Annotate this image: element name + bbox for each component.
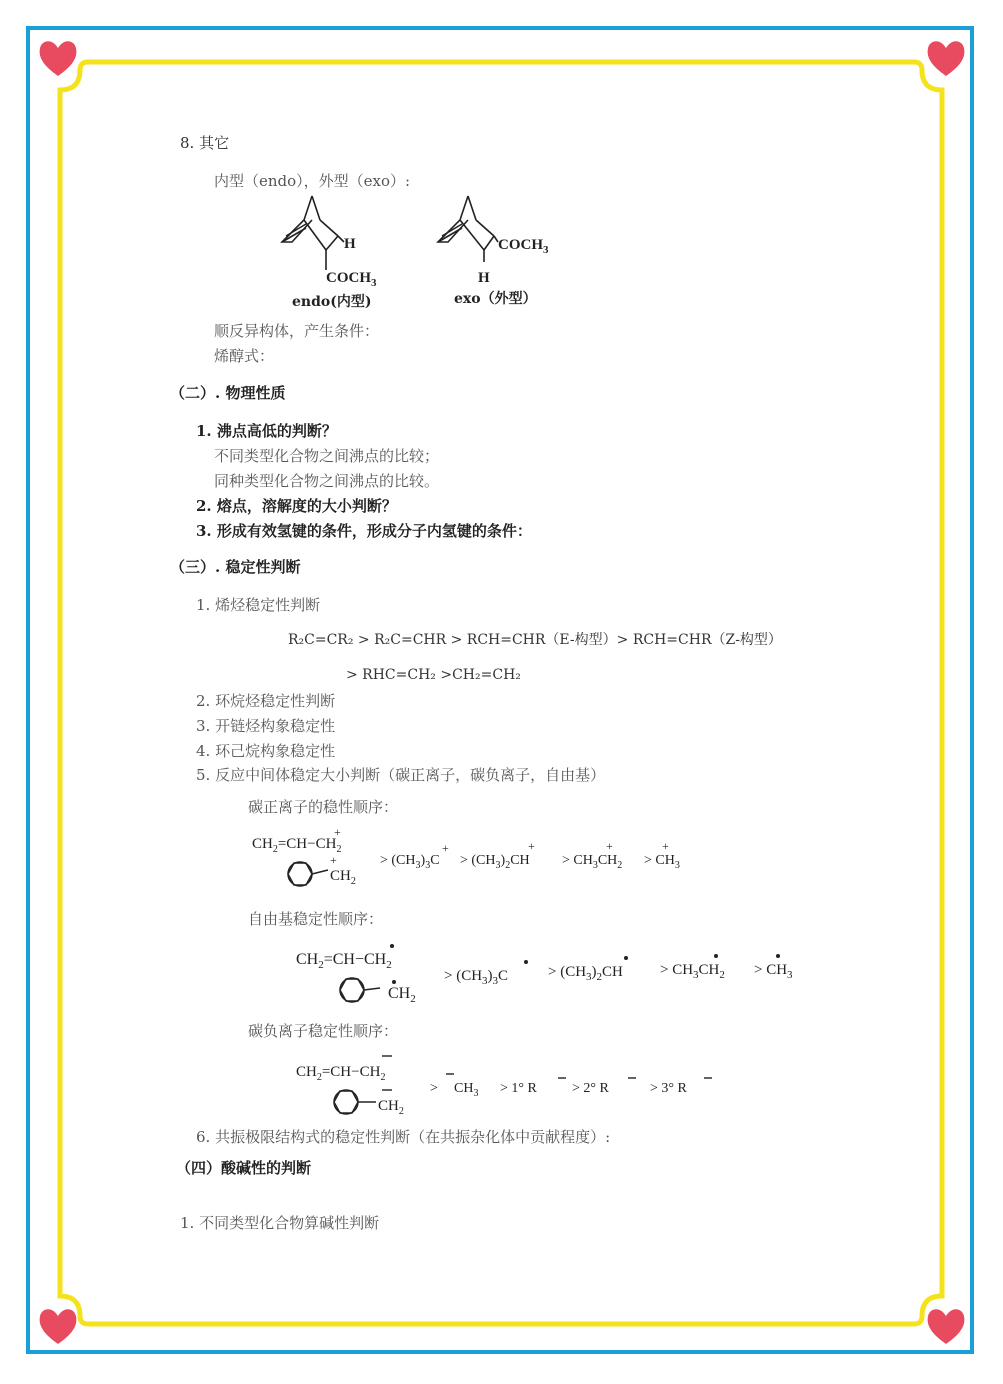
- svg-text:CH2: $CH_2$: [330, 868, 356, 887]
- exo-group: $COCH_3$: [498, 237, 549, 256]
- radical-title: 自由基稳定性顺序：: [248, 910, 384, 928]
- svg-text:+: +: [662, 839, 669, 853]
- svg-text:> 3° R: > 3° R: [650, 1081, 687, 1096]
- svg-text:> (CH3)2CH: > $(CH_3)_2CH$: [460, 853, 530, 871]
- carbocation-order: [250, 826, 710, 890]
- endo-h: H: [344, 236, 356, 252]
- svg-text:+: +: [334, 825, 341, 839]
- svg-text:+: +: [442, 841, 449, 855]
- enol-line: 烯醇式：: [214, 347, 275, 365]
- s2-item-3: 3. 形成有效氢键的条件，形成分子内氢键的条件：: [196, 522, 532, 540]
- carbocation-title: 碳正离子的稳性顺序：: [248, 798, 399, 816]
- alkene-order-1: R₂C=CR₂ > R₂C=CHR > RCH=CHR（E-构型）> RCH=CHR（Z-构型）: [288, 632, 782, 648]
- heart-icon: [924, 36, 968, 80]
- svg-text:CH2: $CH_2$: [378, 1098, 404, 1117]
- svg-text:> CH3: > $CH_3$: [754, 962, 793, 981]
- svg-text:CH3: $CH_3$: [454, 1081, 479, 1099]
- exo-h: H: [478, 270, 490, 286]
- s2-item-2: 2. 熔点，溶解度的大小判断？: [196, 497, 397, 515]
- s2-item-1b: 同种类型化合物之间沸点的比较。: [214, 472, 440, 490]
- section-3-title: （三）. 稳定性判断: [170, 558, 301, 576]
- carbanion-title: 碳负离子稳定性顺序：: [248, 1022, 399, 1040]
- svg-text:>: >: [430, 1081, 438, 1096]
- endo-exo-line: 内型（endo），外型（exo）:: [214, 172, 411, 190]
- svg-text:> (CH3)3C: > $(CH_3)_3C$: [444, 968, 509, 987]
- s3-item-6: 6. 共振极限结构式的稳定性判断（在共振杂化体中贡献程度）:: [196, 1128, 611, 1146]
- s3-item-5: 5. 反应中间体稳定大小判断（碳正离子，碳负离子，自由基）: [196, 766, 606, 784]
- radical-order: [294, 940, 814, 1010]
- svg-text:+: +: [606, 839, 613, 853]
- heart-icon: [924, 1304, 968, 1348]
- carbanion-order: [294, 1050, 734, 1120]
- exo-caption: exo（外型）: [454, 291, 537, 307]
- svg-text:CH2=CH−CH2: $CH_2=CH-CH_2$: [252, 836, 342, 855]
- s4-item-1: 1. 不同类型化合物算碱性判断: [180, 1214, 380, 1232]
- svg-text:CH2=CH−CH2: $CH_2=CH-CH_2$: [296, 1064, 386, 1083]
- endo-caption: endo(内型): [292, 294, 372, 310]
- endo-group: $COCH_3$: [326, 270, 377, 289]
- heart-icon: [36, 1304, 80, 1348]
- svg-text:> 2° R: > 2° R: [572, 1081, 609, 1096]
- alkene-order-2: > RHC=CH₂ >CH₂=CH₂: [346, 667, 521, 683]
- svg-text:> CH3CH2: > $CH_3CH_2$: [660, 962, 725, 981]
- section-8-title: 8. 其它: [180, 134, 230, 152]
- heart-icon: [36, 36, 80, 80]
- svg-text:> 1° R: > 1° R: [500, 1081, 537, 1096]
- svg-text:> CH3: > $CH_3$: [644, 853, 680, 871]
- s3-item-3: 3. 开链烃构象稳定性: [196, 717, 336, 735]
- s3-item-1: 1. 烯烃稳定性判断: [196, 596, 321, 614]
- cis-trans-line: 顺反异构体，产生条件：: [214, 322, 380, 340]
- s3-item-2: 2. 环烷烃稳定性判断: [196, 692, 336, 710]
- s3-item-4: 4. 环己烷构象稳定性: [196, 742, 336, 760]
- svg-text:> CH3CH2: > $CH_3CH_2$: [562, 853, 623, 871]
- svg-text:CH2: $CH_2$: [388, 985, 416, 1005]
- s2-item-1: 1. 沸点高低的判断？: [196, 422, 337, 440]
- svg-text:> (CH3)3C: > $(CH_3)_3C$: [380, 853, 440, 871]
- section-4-title: （四）酸碱性的判断: [176, 1159, 312, 1177]
- section-2-title: （二）. 物理性质: [170, 384, 286, 402]
- svg-text:CH2=CH−CH2: $CH_2=CH-CH_2$: [296, 951, 392, 971]
- svg-text:+: +: [528, 839, 535, 853]
- s2-item-1a: 不同类型化合物之间沸点的比较；: [214, 447, 440, 465]
- svg-text:> (CH3)2CH: > $(CH_3)_2CH$: [548, 964, 623, 983]
- svg-text:+: +: [330, 853, 337, 867]
